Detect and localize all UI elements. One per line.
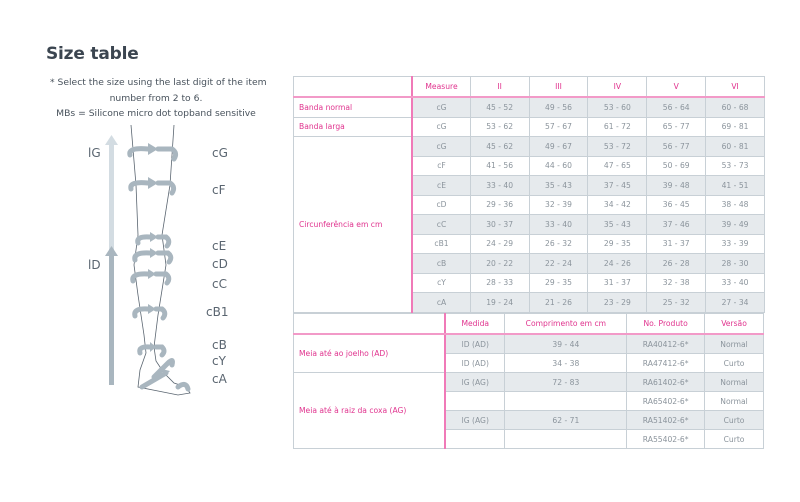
header-measure: Measure bbox=[412, 77, 470, 98]
group-label: Meia até ao joelho (AD) bbox=[294, 334, 446, 373]
value-cell: 36 - 45 bbox=[647, 195, 706, 215]
header-size-V: V bbox=[647, 77, 706, 98]
value-cell: 53 - 73 bbox=[706, 156, 765, 176]
value-cell: 24 - 29 bbox=[470, 234, 529, 254]
header-produto: No. Produto bbox=[627, 314, 705, 335]
value-cell: 65 - 77 bbox=[647, 117, 706, 137]
produto-cell: RA47412-6* bbox=[627, 354, 705, 373]
produto-cell: RA51402-6* bbox=[627, 411, 705, 430]
measure-cell: cD bbox=[412, 195, 470, 215]
header-versao: Versão bbox=[705, 314, 764, 335]
measure-cell: cG bbox=[412, 137, 470, 157]
leg-measurement-diagram bbox=[78, 125, 258, 405]
produto-cell: RA65402-6* bbox=[627, 392, 705, 411]
comprimento-cell bbox=[505, 430, 627, 449]
circ-label-cG: cG bbox=[212, 146, 228, 160]
value-cell: 44 - 60 bbox=[529, 156, 588, 176]
row-label: Circunferência em cm bbox=[294, 137, 413, 313]
value-cell: 30 - 37 bbox=[470, 215, 529, 235]
header-cell bbox=[294, 77, 413, 98]
value-cell: 21 - 26 bbox=[529, 293, 588, 313]
value-cell: 69 - 81 bbox=[706, 117, 765, 137]
comprimento-cell: 62 - 71 bbox=[505, 411, 627, 430]
header-medida: Medida bbox=[445, 314, 505, 335]
medida-cell: lD (AD) bbox=[445, 354, 505, 373]
value-cell: 23 - 29 bbox=[588, 293, 647, 313]
table-row bbox=[294, 373, 764, 392]
circ-label-cB1: cB1 bbox=[206, 305, 229, 319]
versao-cell: Normal bbox=[705, 392, 764, 411]
note-line: * Select the size using the last digit of the item bbox=[50, 77, 267, 88]
measure-cell: cB1 bbox=[412, 234, 470, 254]
value-cell: 50 - 69 bbox=[647, 156, 706, 176]
header-size-II: II bbox=[470, 77, 529, 98]
header-size-III: III bbox=[529, 77, 588, 98]
value-cell: 33 - 40 bbox=[470, 176, 529, 196]
header-size-VI: VI bbox=[706, 77, 765, 98]
measure-cell: cY bbox=[412, 273, 470, 293]
value-cell: 35 - 43 bbox=[588, 215, 647, 235]
length-label-lG: lG bbox=[88, 146, 101, 160]
comprimento-cell bbox=[505, 392, 627, 411]
comprimento-cell: 39 - 44 bbox=[505, 334, 627, 354]
value-cell: 60 - 81 bbox=[706, 137, 765, 157]
value-cell: 31 - 37 bbox=[588, 273, 647, 293]
value-cell: 26 - 28 bbox=[647, 254, 706, 274]
table-row bbox=[294, 117, 765, 137]
value-cell: 47 - 65 bbox=[588, 156, 647, 176]
value-cell: 29 - 35 bbox=[588, 234, 647, 254]
product-table bbox=[293, 313, 764, 449]
value-cell: 33 - 40 bbox=[706, 273, 765, 293]
versao-cell: Normal bbox=[705, 334, 764, 354]
value-cell: 37 - 45 bbox=[588, 176, 647, 196]
circ-label-cC: cC bbox=[212, 277, 227, 291]
measure-cell: cA bbox=[412, 293, 470, 313]
comprimento-cell: 34 - 38 bbox=[505, 354, 627, 373]
value-cell: 28 - 30 bbox=[706, 254, 765, 274]
medida-cell: lD (AD) bbox=[445, 334, 505, 354]
value-cell: 28 - 33 bbox=[470, 273, 529, 293]
medida-cell bbox=[445, 430, 505, 449]
value-cell: 49 - 67 bbox=[529, 137, 588, 157]
size-note bbox=[50, 75, 267, 122]
header-size-IV: IV bbox=[588, 77, 647, 98]
value-cell: 29 - 36 bbox=[470, 195, 529, 215]
value-cell: 33 - 40 bbox=[529, 215, 588, 235]
note-line: MBs = Silicone micro dot topband sensitive bbox=[56, 108, 256, 119]
value-cell: 37 - 46 bbox=[647, 215, 706, 235]
header-comprimento: Comprimento em cm bbox=[505, 314, 627, 335]
value-cell: 41 - 51 bbox=[706, 176, 765, 196]
value-cell: 29 - 35 bbox=[529, 273, 588, 293]
row-label: Banda normal bbox=[294, 97, 413, 117]
value-cell: 53 - 62 bbox=[470, 117, 529, 137]
value-cell: 35 - 43 bbox=[529, 176, 588, 196]
value-cell: 38 - 48 bbox=[706, 195, 765, 215]
measure-cell: cE bbox=[412, 176, 470, 196]
row-label: Banda larga bbox=[294, 117, 413, 137]
measure-cell: cG bbox=[412, 117, 470, 137]
value-cell: 20 - 22 bbox=[470, 254, 529, 274]
versao-cell: Curto bbox=[705, 411, 764, 430]
measure-cell: cC bbox=[412, 215, 470, 235]
medida-cell: lG (AG) bbox=[445, 411, 505, 430]
length-label-lD: lD bbox=[88, 258, 101, 272]
value-cell: 61 - 72 bbox=[588, 117, 647, 137]
circ-label-cB: cB bbox=[212, 338, 227, 352]
value-cell: 31 - 37 bbox=[647, 234, 706, 254]
measure-cell: cF bbox=[412, 156, 470, 176]
value-cell: 39 - 48 bbox=[647, 176, 706, 196]
note-line: number from 2 to 6. bbox=[109, 92, 203, 104]
value-cell: 27 - 34 bbox=[706, 293, 765, 313]
produto-cell: RA61402-6* bbox=[627, 373, 705, 392]
table-row bbox=[294, 137, 765, 157]
size-table bbox=[293, 76, 765, 313]
circ-label-cF: cF bbox=[212, 183, 226, 197]
measure-cell: cB bbox=[412, 254, 470, 274]
circ-label-cD: cD bbox=[212, 257, 228, 271]
table-header-row bbox=[294, 314, 764, 335]
value-cell: 39 - 49 bbox=[706, 215, 765, 235]
medida-cell bbox=[445, 392, 505, 411]
circ-label-cY: cY bbox=[212, 354, 226, 368]
value-cell: 45 - 62 bbox=[470, 137, 529, 157]
value-cell: 26 - 32 bbox=[529, 234, 588, 254]
table-row bbox=[294, 97, 765, 117]
group-label: Meia até à raiz da coxa (AG) bbox=[294, 373, 446, 449]
value-cell: 56 - 77 bbox=[647, 137, 706, 157]
header-cell bbox=[294, 314, 446, 335]
leg-illustration-icon bbox=[78, 125, 258, 405]
value-cell: 19 - 24 bbox=[470, 293, 529, 313]
table-row bbox=[294, 334, 764, 354]
value-cell: 25 - 32 bbox=[647, 293, 706, 313]
value-cell: 32 - 38 bbox=[647, 273, 706, 293]
page-title: Size table bbox=[46, 44, 139, 64]
versao-cell: Curto bbox=[705, 354, 764, 373]
circ-label-cE: cE bbox=[212, 239, 227, 253]
value-cell: 53 - 72 bbox=[588, 137, 647, 157]
value-cell: 49 - 56 bbox=[529, 97, 588, 117]
value-cell: 53 - 60 bbox=[588, 97, 647, 117]
versao-cell: Normal bbox=[705, 373, 764, 392]
value-cell: 32 - 39 bbox=[529, 195, 588, 215]
medida-cell: lG (AG) bbox=[445, 373, 505, 392]
comprimento-cell: 72 - 83 bbox=[505, 373, 627, 392]
value-cell: 22 - 24 bbox=[529, 254, 588, 274]
produto-cell: RA55402-6* bbox=[627, 430, 705, 449]
value-cell: 60 - 68 bbox=[706, 97, 765, 117]
measure-cell: cG bbox=[412, 97, 470, 117]
produto-cell: RA40412-6* bbox=[627, 334, 705, 354]
value-cell: 24 - 26 bbox=[588, 254, 647, 274]
value-cell: 45 - 52 bbox=[470, 97, 529, 117]
table-header-row bbox=[294, 77, 765, 98]
value-cell: 34 - 42 bbox=[588, 195, 647, 215]
value-cell: 56 - 64 bbox=[647, 97, 706, 117]
versao-cell: Curto bbox=[705, 430, 764, 449]
value-cell: 57 - 67 bbox=[529, 117, 588, 137]
value-cell: 33 - 39 bbox=[706, 234, 765, 254]
circ-label-cA: cA bbox=[212, 372, 227, 386]
value-cell: 41 - 56 bbox=[470, 156, 529, 176]
